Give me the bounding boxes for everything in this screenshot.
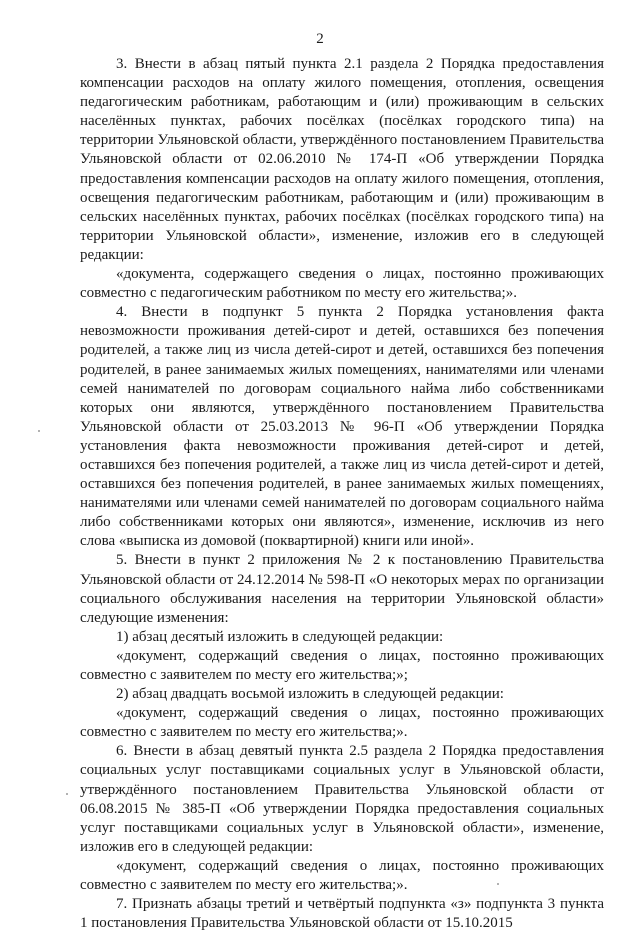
subparagraph-5-2: 2) абзац двадцать восьмой изложить в следующей редакции: xyxy=(116,686,504,703)
paragraph-item-5: 5. Внести в пункт 2 приложения № 2 к постановлению Правительства Ульяновской области от 24.12.2014 № 598-П «О некоторых мерах по организации социального обслуживания населения на территории Ульяновской области» следующие изменения: xyxy=(80,552,604,626)
paragraph-item-6: 6. Внести в абзац девятый пункта 2.5 раздела 2 Порядка предоставления социальных услуг поставщиками социальных услуг в Ульяновской области, утверждённого постановлением Правительства Ульяновской области от 06.08.2015 № 385-П «Об утверждении Порядка предоставления социальных услуг поставщиками социальных услуг в Ульяновской области», изменение, изложив его в следующей редакции: xyxy=(80,743,604,855)
quoted-wording-5-2: «документ, содержащий сведения о лицах, постоянно проживающих совместно с заявителем по месту его жительства;». xyxy=(80,705,604,741)
page-number: 2 xyxy=(316,31,324,47)
quoted-wording-item-3: «документа, содержащего сведения о лицах, постоянно проживающих совместно с педагогическим работником по месту его жительства;». xyxy=(80,266,604,302)
paragraph-item-4: 4. Внести в подпункт 5 пункта 2 Порядка установления факта невозможности проживания детей-сирот и детей, оставшихся без попечения родителей, а также лиц из числа детей-сирот и детей, оставшихся без попечения родителей, в ранее занимаемых жилых помещениях, нанимателями или членами семей нанимателей по договорам социального найма либо собственниками которых они являются, утверждённого постановлением Правительства Ульяновской области от 25.03.2013 № 96-П «Об утверждении Порядка установления факта невозможности проживания детей-сирот и детей, оставшихся без попечения родителей, а также лиц из числа детей-сирот и детей, оставшихся без попечения родителей, в ранее занимаемых жилых помещениях, нанимателями или членами семей нанимателей по договорам социального найма либо собственниками которых они являются», изменение, исключив из него слова «выписка из домовой (поквартирной) книги или иной». xyxy=(80,304,604,550)
paragraph-item-7: 7. Признать абзацы третий и четвёртый подпункта «з» подпункта 3 пункта 1 постановления Правительства Ульяновской области от 15.10.2015 xyxy=(80,896,604,932)
scan-speck xyxy=(497,883,499,885)
quoted-wording-5-1: «документ, содержащий сведения о лицах, постоянно проживающих совместно с заявителем по месту его жительства;»; xyxy=(80,647,604,683)
paragraph-item-3: 3. Внести в абзац пятый пункта 2.1 раздела 2 Порядка предоставления компенсации расходов на оплату жилого помещения, отопления, освещения педагогическим работникам, работающим и (или) проживающим в сельских населённых пунктах, рабочих посёлках (посёлках городского типа) на территории Ульяновской области, утверждённого постановлением Правительства Ульяновской области от 02.06.2010 № 174-П «Об утверждении Порядка предоставления компенсации расходов на оплату жилого помещения, отопления, освещения педагогическим работникам, работающим и (или) проживающим в сельских населённых пунктах, рабочих посёлках (посёлках городского типа) на территории Ульяновской области», изменение, изложив его в следующей редакции: xyxy=(80,56,604,263)
scan-speck xyxy=(38,430,40,432)
subparagraph-5-1: 1) абзац десятый изложить в следующей редакции: xyxy=(116,628,444,645)
document-body xyxy=(80,55,604,933)
scan-speck xyxy=(66,793,68,795)
quoted-wording-item-6: «документ, содержащий сведения о лицах, постоянно проживающих совместно с заявителем по месту его жительства;». xyxy=(80,857,604,894)
